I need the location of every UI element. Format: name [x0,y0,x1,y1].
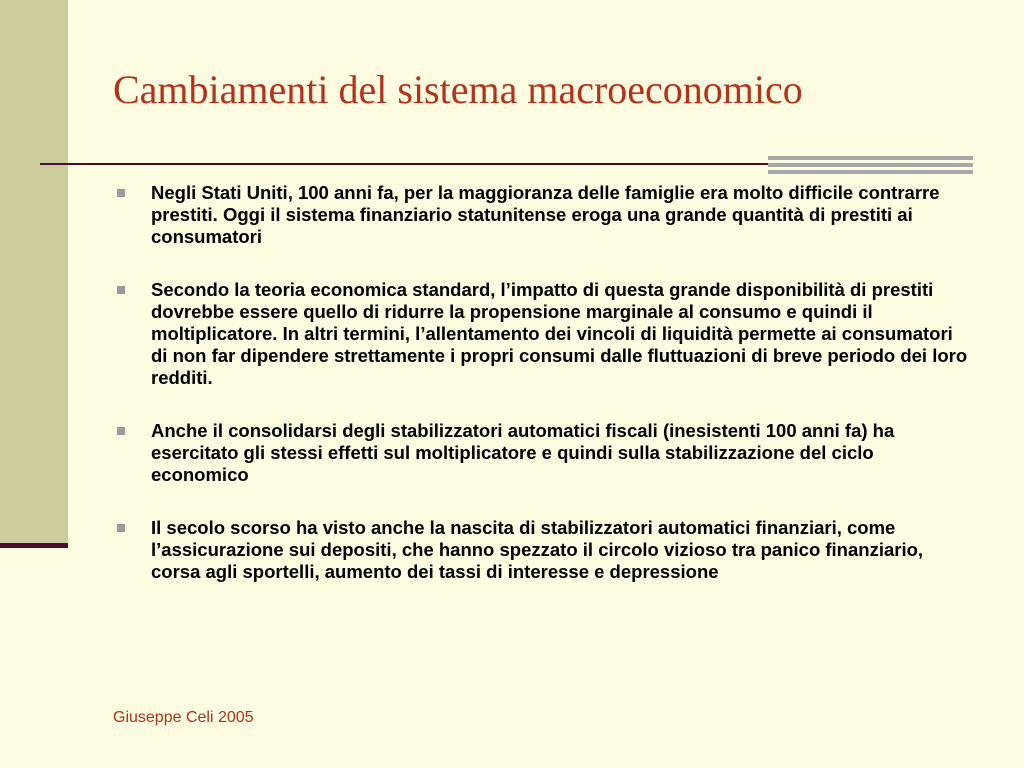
square-bullet-icon [117,524,125,532]
bullet-text: Il secolo scorso ha visto anche la nascita di stabilizzatori automatici finanziari, come l’assicurazione sui depositi, che hanno spezzato il circolo vizioso tra panico finanziario, corsa agli sportelli, aumento dei tassi di interesse e depressione [151,517,924,582]
square-bullet-icon [117,286,125,294]
gray-rule [768,156,973,160]
title-gray-rules [768,156,973,177]
title-underline [40,163,768,165]
gray-rule [768,163,973,167]
bullet-item [115,517,970,583]
bullet-item [115,279,970,389]
bullet-text: Anche il consolidarsi degli stabilizzatori automatici fiscali (inesistenti 100 anni fa) ha esercitato gli stessi effetti sul moltiplicatore e quindi sulla stabilizzazione del ciclo economico [151,420,895,485]
slide-title: Cambiamenti del sistema macroeconomico [113,67,803,112]
square-bullet-icon [117,189,125,197]
bullet-item [115,182,970,248]
square-bullet-icon [117,427,125,435]
gray-rule [768,170,973,174]
bullet-list [115,182,970,614]
slide-footer: Giuseppe Celi 2005 [113,709,254,726]
left-bar-rule [0,543,68,548]
bullet-item [115,420,970,486]
left-decorative-bar [0,0,68,545]
bullet-text: Secondo la teoria economica standard, l’impatto di questa grande disponibilità di prestiti dovrebbe essere quello di ridurre la propensione marginale al consumo e quindi il moltiplicatore. In altri termini, l’allentamento dei vincoli di liquidità permette ai consumatori di non far dipendere strettamente i propri consumi dalle fluttuazioni di breve periodo dei loro redditi. [151,279,968,388]
bullet-text: Negli Stati Uniti, 100 anni fa, per la maggioranza delle famiglie era molto difficile contrarre prestiti. Oggi il sistema finanziario statunitense eroga una grande quantità di prestiti ai consumatori [151,182,940,247]
